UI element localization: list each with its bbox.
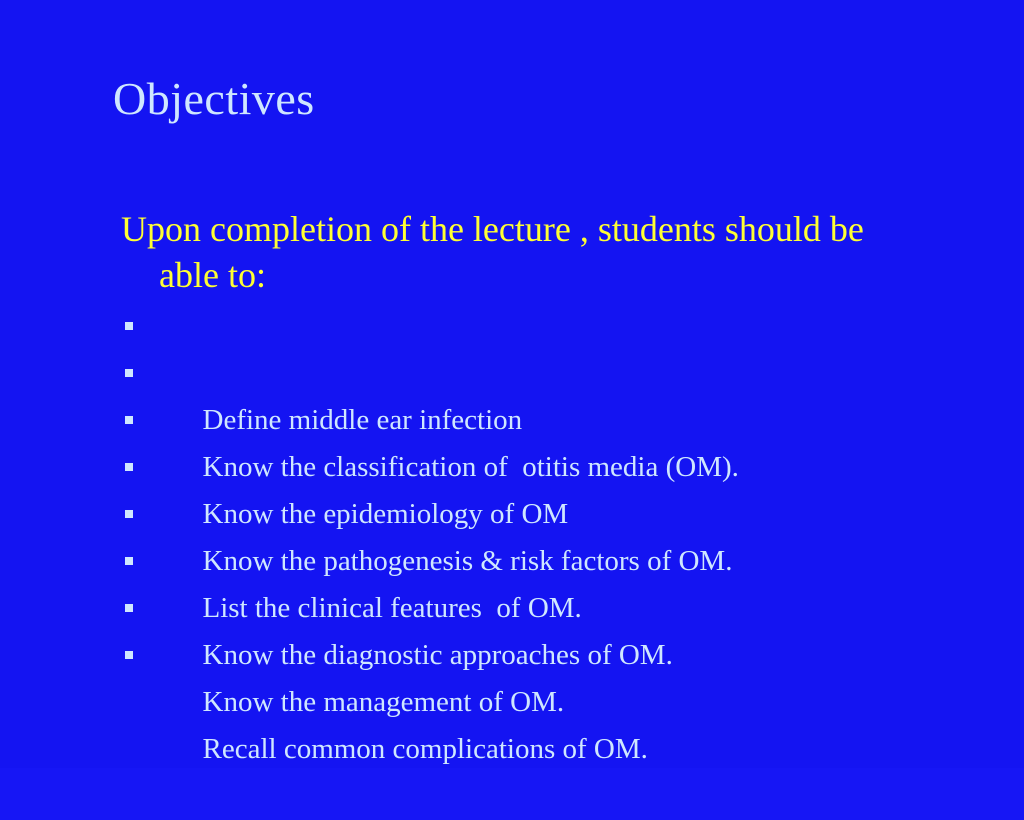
square-bullet-icon <box>125 557 133 565</box>
list-item-text: Know the epidemiology of OM <box>202 498 569 530</box>
square-bullet-icon <box>125 416 133 424</box>
square-bullet-icon <box>125 510 133 518</box>
list-item-text: Define middle ear infection <box>202 404 523 436</box>
square-bullet-icon <box>125 651 133 659</box>
list-item-text: List the clinical features of OM. <box>202 592 582 624</box>
list-item-text: Know the management of OM. <box>202 686 565 718</box>
square-bullet-icon <box>125 322 133 330</box>
list-item-text: Know the diagnostic approaches of OM. <box>202 639 673 671</box>
list-item <box>121 303 739 436</box>
square-bullet-icon <box>125 604 133 612</box>
objectives-list <box>121 303 739 765</box>
list-item-text: Recall common complications of OM. <box>202 733 648 765</box>
intro-text: Upon completion of the lecture , students should be able to: <box>121 209 864 295</box>
square-bullet-icon <box>125 463 133 471</box>
list-item-text: Know the classification of otitis media (OM). <box>202 451 739 483</box>
square-bullet-icon <box>125 369 133 377</box>
list-item-text: Know the pathogenesis & risk factors of OM. <box>202 545 733 577</box>
slide-title: Objectives <box>113 73 315 124</box>
